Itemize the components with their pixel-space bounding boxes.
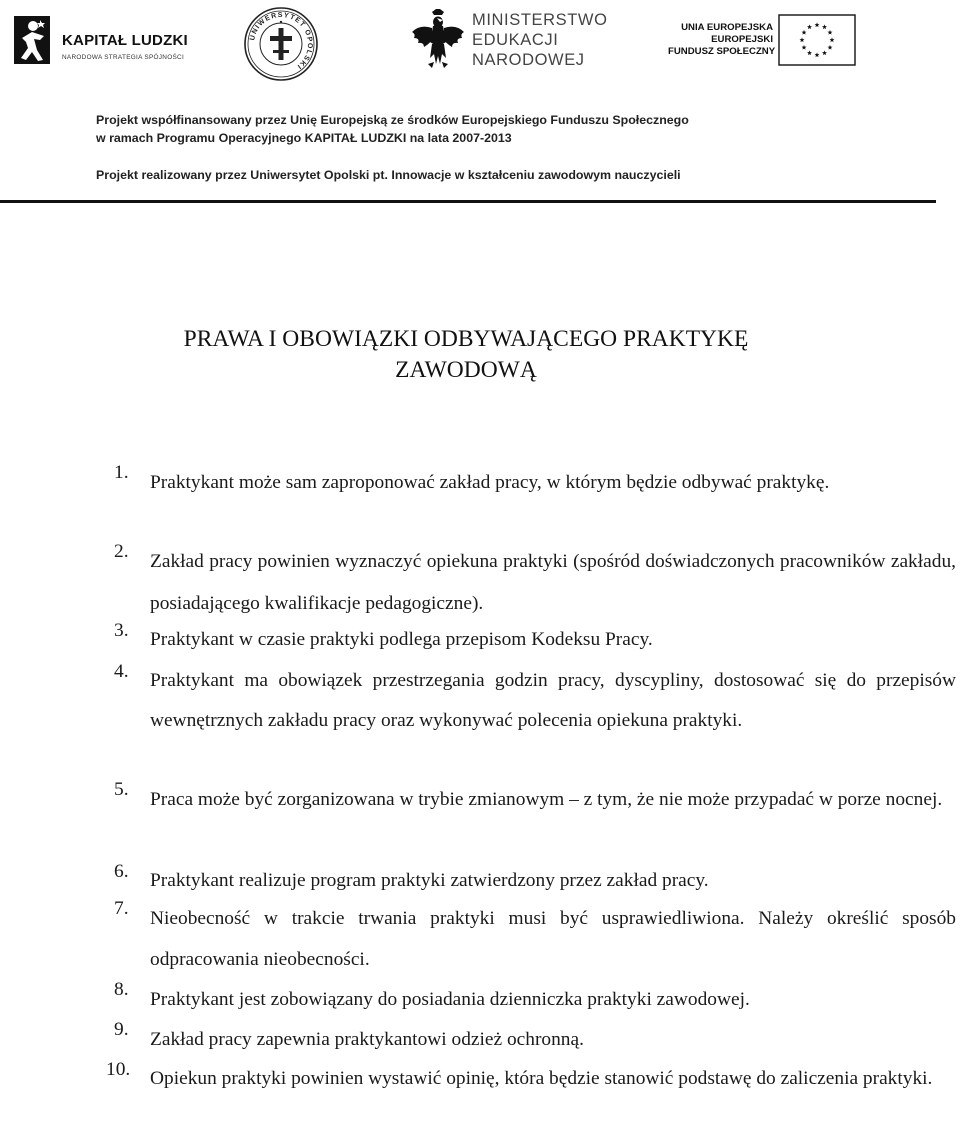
university-seal-icon	[243, 6, 319, 82]
rule-number: 4.	[114, 661, 129, 682]
ministry-line-3: NARODOWEJ	[472, 51, 585, 69]
eu-text	[668, 22, 776, 58]
ministry-name	[472, 10, 608, 70]
university-seal-logo	[243, 6, 319, 82]
rule-text: Praca może być zorganizowana w trybie zmianowym – z tym, że nie może przypadać w porze nocnej.	[150, 789, 943, 810]
kapital-ludzki-subtitle: NARODOWA STRATEGIA SPÓJNOŚCI	[62, 54, 185, 61]
rule-number: 1.	[114, 462, 129, 483]
rule-text: Zakład pracy powinien wyznaczyć opiekuna praktyki (spośród doświadczonych pracowników zakładu, posiadającego kwalifikacje pedagogiczne).	[150, 551, 956, 614]
document-title-line-1: PRAWA I OBOWIĄZKI ODBYWAJĄCEGO PRAKTYKĘ	[183, 326, 749, 352]
project-program-line: w ramach Programu Operacyjnego KAPITAŁ LUDZKI na lata 2007-2013	[96, 131, 512, 145]
header-divider	[0, 200, 936, 203]
rule-number: 5.	[114, 779, 129, 800]
polish-eagle-icon	[410, 8, 466, 74]
rule-text: Praktykant w czasie praktyki podlega przepisom Kodeksu Pracy.	[150, 629, 653, 650]
rule-text: Praktykant realizuje program praktyki zatwierdzony przez zakład pracy.	[150, 870, 709, 891]
eu-line-2: EUROPEJSKI	[711, 34, 773, 45]
rule-number: 7.	[114, 898, 129, 919]
rule-text: Praktykant ma obowiązek przestrzegania godzin pracy, dyscypliny, dostosować się do przepisów wewnętrznych zakładu pracy oraz wykonywać polecenia opiekuna praktyki.	[150, 670, 956, 731]
rule-number: 9.	[114, 1019, 129, 1040]
kapital-ludzki-logo	[10, 12, 190, 68]
rule-text: Praktykant jest zobowiązany do posiadania dzienniczka praktyki zawodowej.	[150, 989, 750, 1010]
rule-text: Praktykant może sam zaproponować zakład pracy, w którym będzie odbywać praktykę.	[150, 472, 830, 493]
rule-text: Opiekun praktyki powinien wystawić opinię, która będzie stanowić podstawę do zaliczenia praktyki.	[150, 1068, 933, 1089]
eu-logo	[668, 14, 860, 68]
kapital-ludzki-emblem-icon	[10, 12, 54, 68]
document-title	[60, 324, 872, 386]
rule-number: 3.	[114, 620, 129, 641]
rule-number: 8.	[114, 979, 129, 1000]
logo-bar	[0, 0, 960, 90]
document-title-line-2: ZAWODOWĄ	[395, 357, 537, 383]
ministry-line-1: MINISTERSTWO	[472, 11, 608, 29]
rule-number: 6.	[114, 861, 129, 882]
ministry-line-2: EDUKACJI	[472, 31, 559, 49]
kapital-ludzki-title: KAPITAŁ LUDZKI	[62, 32, 188, 49]
project-realization-line: Projekt realizowany przez Uniwersytet Opolski pt. Innowacje w kształceniu zawodowym nauczycieli	[96, 168, 681, 182]
svg-text:UNIWERSYTET OPOLSKI: UNIWERSYTET OPOLSKI	[249, 11, 314, 71]
eu-line-1: UNIA EUROPEJSKA	[681, 22, 773, 33]
eu-flag-icon	[778, 14, 856, 66]
rule-text: Zakład pracy zapewnia praktykantowi odzież ochronną.	[150, 1029, 584, 1050]
rule-number: 2.	[114, 541, 129, 562]
rule-number: 10.	[106, 1059, 131, 1080]
project-cofinancing-line: Projekt współfinansowany przez Unię Europejską ze środków Europejskiego Funduszu Społecznego	[96, 113, 689, 127]
project-info	[96, 111, 689, 184]
eu-line-3: FUNDUSZ SPOŁECZNY	[668, 46, 776, 57]
ministry-logo	[410, 8, 620, 74]
rule-text: Nieobecność w trakcie trwania praktyki musi być usprawiedliwiona. Należy określić sposób odpracowania nieobecności.	[150, 908, 956, 970]
